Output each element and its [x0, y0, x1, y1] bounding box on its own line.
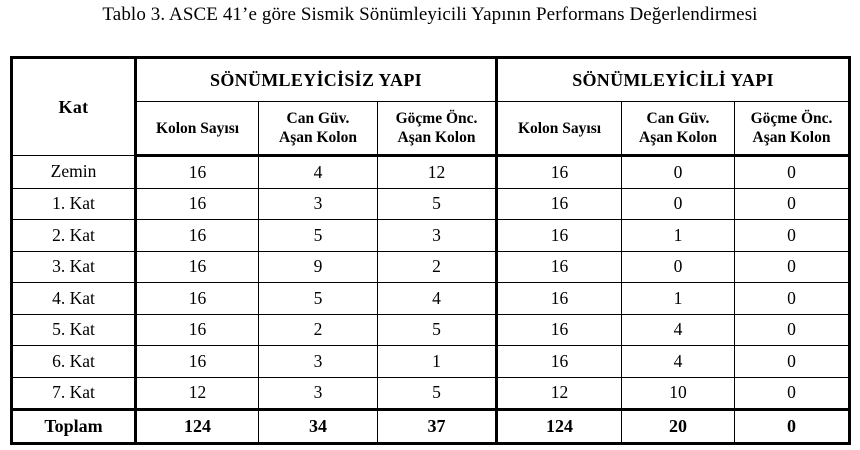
value-cell: 0 — [735, 156, 850, 189]
value-cell: 0 — [735, 346, 850, 378]
value-cell: 0 — [622, 156, 735, 189]
value-cell: 16 — [497, 220, 622, 252]
kat-cell: 4. Kat — [12, 283, 136, 315]
kat-cell: 5. Kat — [12, 314, 136, 346]
value-cell: 5 — [259, 283, 378, 315]
value-cell: 1 — [378, 346, 497, 378]
table-row — [12, 251, 850, 283]
total-label-cell: Toplam — [12, 410, 136, 444]
value-cell: 16 — [136, 251, 259, 283]
kat-cell: 2. Kat — [12, 220, 136, 252]
value-cell: 3 — [259, 377, 378, 410]
value-cell: 3 — [259, 346, 378, 378]
value-cell: 1 — [622, 220, 735, 252]
value-cell: 20 — [622, 410, 735, 444]
value-cell: 3 — [259, 188, 378, 220]
value-cell: 2 — [378, 251, 497, 283]
kat-cell: 3. Kat — [12, 251, 136, 283]
value-cell: 16 — [136, 346, 259, 378]
value-cell: 12 — [497, 377, 622, 410]
value-cell: 0 — [622, 188, 735, 220]
table-row — [12, 188, 850, 220]
table-caption: Tablo 3. ASCE 41’e göre Sismik Sönümleyicili Yapının Performans Değerlendirmesi — [102, 4, 758, 25]
value-cell: 0 — [735, 283, 850, 315]
value-cell: 124 — [497, 410, 622, 444]
value-cell: 124 — [136, 410, 259, 444]
value-cell: 0 — [735, 410, 850, 444]
col-header-can-guv: Can Güv. Aşan Kolon — [622, 102, 735, 156]
kat-cell: Zemin — [12, 156, 136, 189]
value-cell: 0 — [735, 188, 850, 220]
value-cell: 5 — [378, 188, 497, 220]
value-cell: 16 — [497, 283, 622, 315]
value-cell: 0 — [622, 251, 735, 283]
value-cell: 5 — [378, 314, 497, 346]
value-cell: 12 — [378, 156, 497, 189]
total-row — [12, 410, 850, 444]
table-row — [12, 377, 850, 410]
value-cell: 34 — [259, 410, 378, 444]
value-cell: 5 — [259, 220, 378, 252]
value-cell: 16 — [136, 156, 259, 189]
value-cell: 16 — [497, 251, 622, 283]
value-cell: 0 — [735, 377, 850, 410]
value-cell: 9 — [259, 251, 378, 283]
col-header-gocme-onc: Göçme Önc. Aşan Kolon — [735, 102, 850, 156]
group-header-with-damper: SÖNÜMLEYİCİLİ YAPI — [497, 58, 850, 102]
value-cell: 16 — [136, 220, 259, 252]
kat-cell: 7. Kat — [12, 377, 136, 410]
kat-cell: 6. Kat — [12, 346, 136, 378]
value-cell: 5 — [378, 377, 497, 410]
value-cell: 0 — [735, 220, 850, 252]
value-cell: 16 — [497, 346, 622, 378]
col-header-kolon-sayisi: Kolon Sayısı — [497, 102, 622, 156]
table-row — [12, 220, 850, 252]
value-cell: 1 — [622, 283, 735, 315]
group-header-without-damper: SÖNÜMLEYİCİSİZ YAPI — [136, 58, 497, 102]
value-cell: 0 — [735, 251, 850, 283]
value-cell: 4 — [378, 283, 497, 315]
performance-table — [10, 56, 851, 445]
value-cell: 16 — [136, 283, 259, 315]
table-body — [12, 156, 850, 444]
value-cell: 2 — [259, 314, 378, 346]
table-row — [12, 314, 850, 346]
value-cell: 16 — [136, 188, 259, 220]
value-cell: 16 — [497, 314, 622, 346]
value-cell: 4 — [622, 346, 735, 378]
table-row — [12, 156, 850, 189]
col-header-can-guv: Can Güv. Aşan Kolon — [259, 102, 378, 156]
value-cell: 4 — [622, 314, 735, 346]
value-cell: 16 — [497, 188, 622, 220]
value-cell: 16 — [497, 156, 622, 189]
value-cell: 16 — [136, 314, 259, 346]
value-cell: 12 — [136, 377, 259, 410]
value-cell: 0 — [735, 314, 850, 346]
kat-cell: 1. Kat — [12, 188, 136, 220]
kat-column-header: Kat — [12, 58, 136, 156]
value-cell: 3 — [378, 220, 497, 252]
value-cell: 37 — [378, 410, 497, 444]
col-header-gocme-onc: Göçme Önc. Aşan Kolon — [378, 102, 497, 156]
table-row — [12, 346, 850, 378]
value-cell: 10 — [622, 377, 735, 410]
table-row — [12, 283, 850, 315]
value-cell: 4 — [259, 156, 378, 189]
col-header-kolon-sayisi: Kolon Sayısı — [136, 102, 259, 156]
